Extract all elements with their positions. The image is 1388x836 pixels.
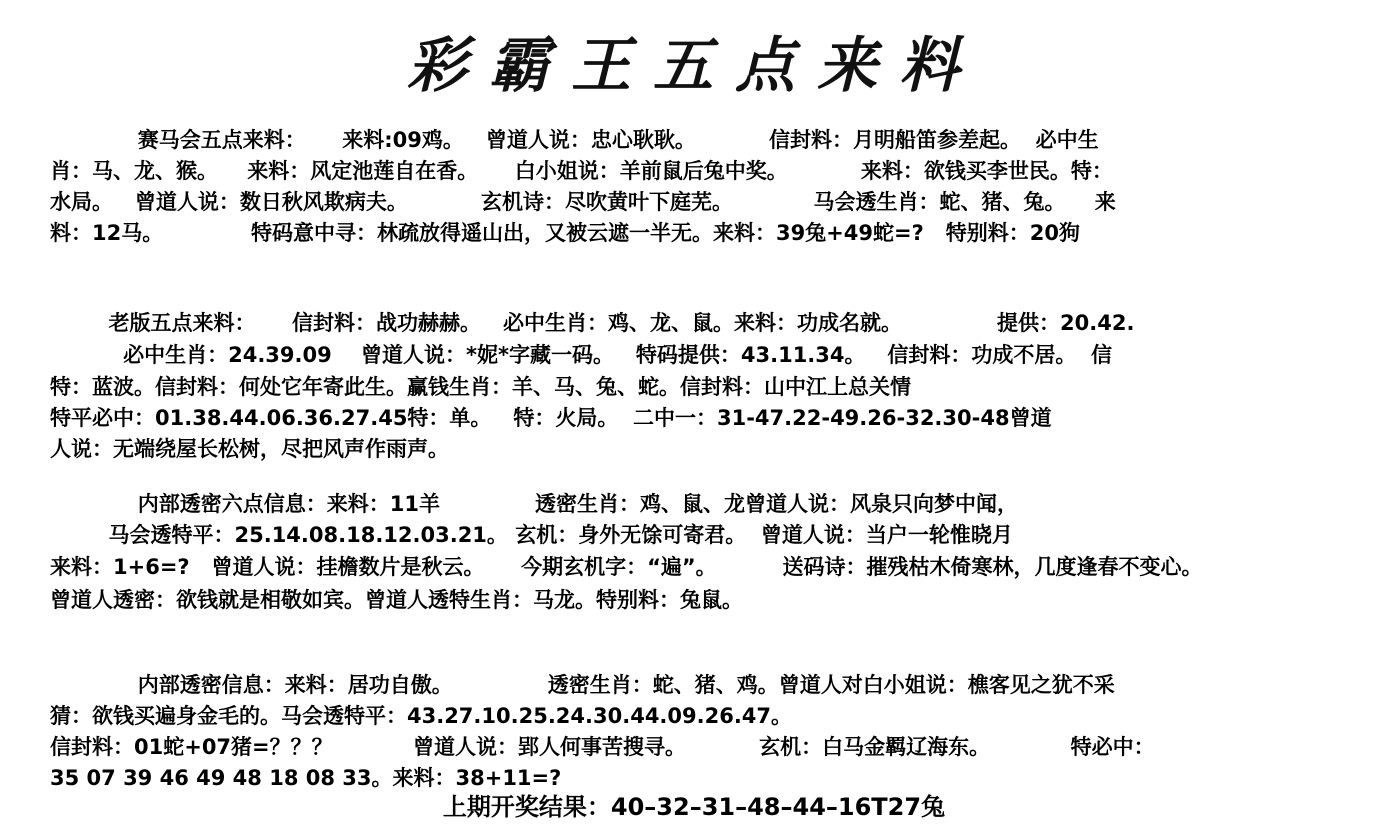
text-line: 内部透密信息：来料：居功自傲。 透密生肖：蛇、猪、鸡。曾道人对白小姐说：樵客见之犹不采 xyxy=(50,673,1115,697)
text-line: 内部透密六点信息：来料：11羊 透密生肖：鸡、鼠、龙曾道人说：风泉只向梦中闻， xyxy=(50,492,1018,516)
text-line: 曾道人透密：欲钱就是相敬如宾。曾道人透特生肖：马龙。特别料：兔鼠。 xyxy=(50,588,743,612)
text-line: 赛马会五点来料： 来料:09鸡。 曾道人说：忠心耿耿。 信封料：月明船笛参差起。 必中生 xyxy=(50,128,1099,152)
text-line: 老版五点来料： 信封料：战功赫赫。 必中生肖：鸡、龙、鼠。来料：功成名就。 提供：20.42. xyxy=(50,311,1135,335)
text-line: 肖：马、龙、猴。 来料：风定池莲自在香。 白小姐说：羊前鼠后兔中奖。 来料：欲钱买李世民。特： xyxy=(50,159,1113,183)
text-line: 来料：1+6=? 曾道人说：挂檐数片是秋云。 今期玄机字：“遍”。 送码诗：摧残枯木倚寒林，几度逢春不变心。 xyxy=(50,555,1203,579)
page-title: 彩霸王五点来料 xyxy=(407,31,981,101)
text-line: 特：蓝波。信封料：何处它年寄此生。赢钱生肖：羊、马、兔、蛇。信封料：山中江上总关情 xyxy=(50,375,911,399)
text-line: 水局。 曾道人说：数日秋风欺病夫。 玄机诗：尽吹黄叶下庭芜。 马会透生肖：蛇、猪、兔。 来 xyxy=(50,190,1116,214)
last-draw-result: 上期开奖结果：40–32–31–48–44–16T27兔 xyxy=(442,793,946,821)
text-line: 必中生肖：24.39.09 曾道人说：*妮*字藏一码。 特码提供：43.11.34。 信封料：功成不居。 信 xyxy=(50,343,1113,367)
text-line: 35 07 39 46 49 48 18 08 33。来料：38+11=? xyxy=(50,766,562,790)
text-line: 马会透特平：25.14.08.18.12.03.21。 玄机：身外无馀可寄君。 曾道人说：当户一轮惟晓月 xyxy=(50,523,1013,547)
text-line: 信封料：01蛇+07猪=？？？ 曾道人说：郢人何事苦搜寻。 玄机：白马金羁辽海东。 特必中： xyxy=(50,735,1155,759)
text-line: 猜：欲钱买遍身金毛的。马会透特平：43.27.10.25.24.30.44.09.26.47。 xyxy=(50,704,793,728)
text-line: 特平必中：01.38.44.06.36.27.45特：单。 特：火局。 二中一：31-47.22-49.26-32.30-48曾道 xyxy=(50,406,1052,430)
text-line: 人说：无端绕屋长松树，尽把风声作雨声。 xyxy=(50,437,449,461)
text-line: 料：12马。 特码意中寻：林疏放得遥山出，又被云遮一半无。来料：39兔+49蛇=? 特别料：20狗 xyxy=(50,221,1080,245)
